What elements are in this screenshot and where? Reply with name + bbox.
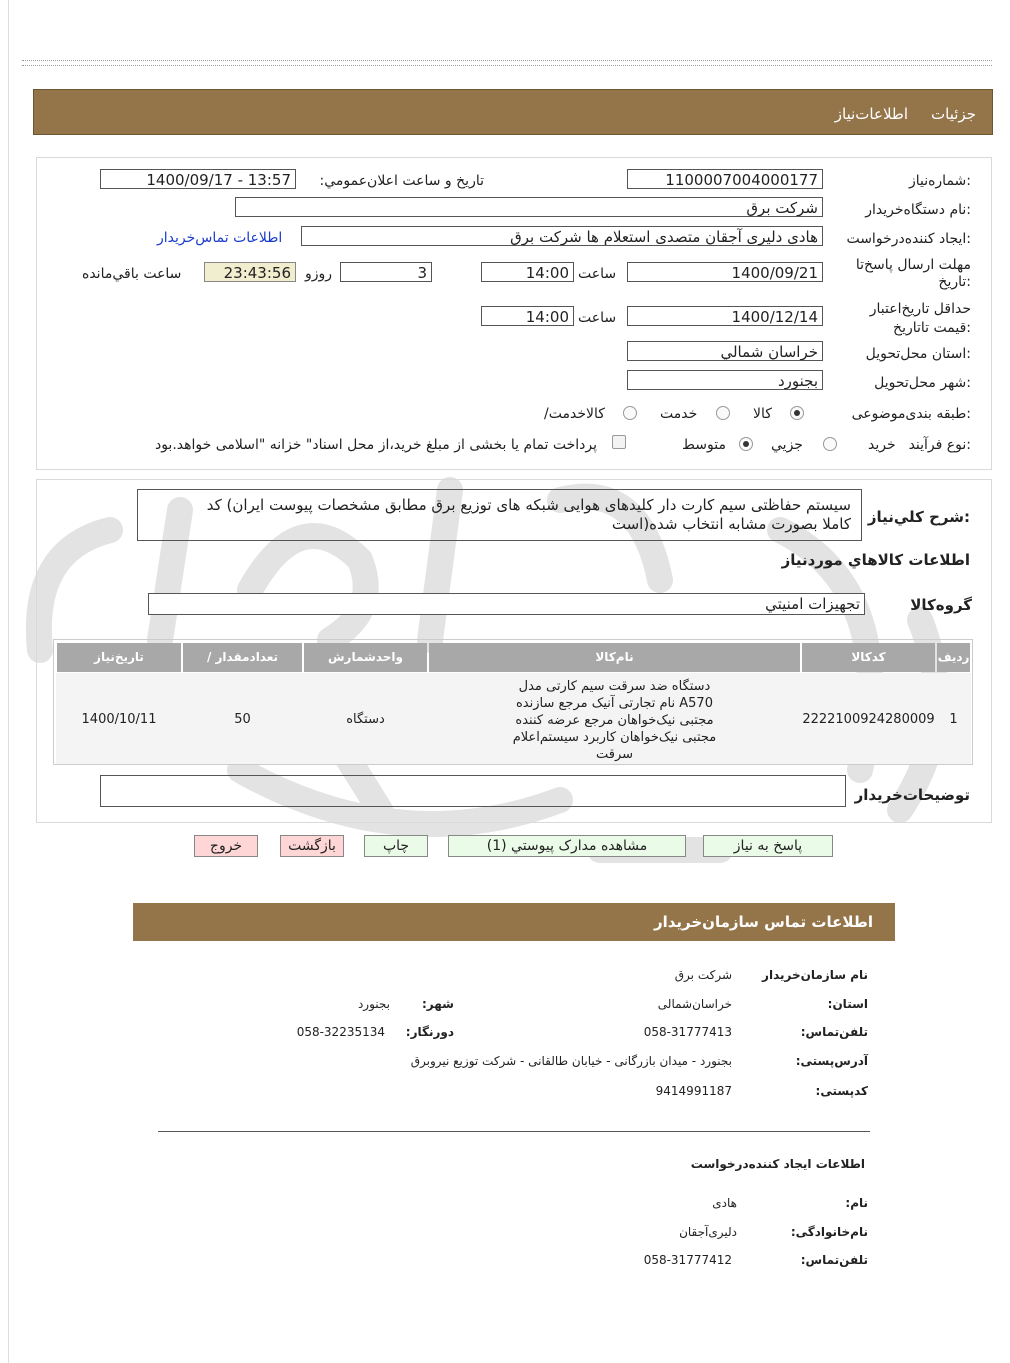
creator-field: هادی دلیری آجقان متصدی استعلام ها شرکت برق [301,226,823,246]
col-name: نام‌کالا [429,643,800,672]
validity-date-field: 1400/12/14 [627,306,823,326]
deadline-time-field: 14:00 [481,262,574,282]
buyer-org-field: شرکت برق [235,197,823,217]
col-qty: / تعدادمقدار [183,643,302,672]
city-label: شهر محل‌تحويل: [874,375,971,391]
contact-province-label: استان: [827,997,868,1011]
description-line-2: کاملا بصورت مشابه انتخاب شده(است [611,515,851,533]
contact-province-value: خراسان‌شمالی [657,997,732,1011]
cell-name-line: مجتبی نیک‌خواهان مرجع عرضه کننده [515,713,714,728]
creator-name-label: نام: [845,1196,868,1210]
buyer-notes-label: توضيحات‌خريدار [854,786,970,804]
validity-time-label: ساعت [578,310,617,326]
page-header-bar [33,89,993,135]
description-label: شرح کلي‌نياز: [867,508,970,526]
buyer-org-label: نام دستگاه‌خريدار: [865,202,971,218]
top-dotted-divider [22,60,992,66]
remaining-time-field: 23:43:56 [204,262,296,282]
creator-info-title: اطلاعات ایجاد کننده‌درخواست [690,1157,865,1171]
days-field: 3 [340,262,432,282]
header-title: اطلاعات‌نياز [834,105,908,123]
treasury-payment-checkbox[interactable] [612,435,626,449]
header-details-link[interactable]: جزئیات [931,105,976,123]
province-label: استان محل‌تحويل: [865,346,971,362]
category-both-radio[interactable] [623,406,637,420]
contact-city-value: بجنورد [357,997,390,1011]
deadline-time-label: ساعت [578,266,617,282]
deadline-date-field: 1400/09/21 [627,262,823,282]
cell-row: 1 [949,712,958,727]
contact-org-label: نام سازمان‌خريدار [762,968,868,982]
process-medium-radio[interactable] [739,437,753,451]
buyer-notes-field [100,775,846,807]
creator-label: ايجاد کننده‌درخواست: [846,231,971,247]
creator-family-value: دلیری‌آجقان [679,1225,737,1239]
creator-family-label: نام‌خانوادگی: [790,1225,868,1239]
validity-label-1: حداقل تاريخ‌اعتبار [869,301,971,317]
days-label: روز‌و [305,266,333,282]
validity-time-field: 14:00 [481,306,574,326]
contact-section-title: اطلاعات تماس سازمان‌خريدار [653,913,873,931]
print-button[interactable]: چاپ [364,835,428,857]
process-buy-label: خريد [868,437,896,453]
col-date: تاريخ‌نياز [57,643,181,672]
contact-fax-value: 058-32235134 [296,1025,385,1039]
remaining-label: ساعت باقي‌مانده [82,266,182,282]
category-service-label: خدمت [660,406,698,422]
treasury-payment-note: پرداخت تمام يا بخشی از مبلغ خريد،از محل اسناد" خزانه "اسلامی خواهد.بود [154,437,597,453]
cell-unit: دستگاه [346,712,385,727]
category-both-label: /کالاخدمت [544,406,605,422]
cell-name-line: سرقت [595,747,634,762]
process-partial-label: جزيي [771,437,803,453]
contact-phone-value: 058-31777413 [643,1025,732,1039]
creator-phone-label: تلفن‌تماس: [800,1253,868,1267]
col-unit: واحدشمارش [304,643,427,672]
cell-date: 1400/10/11 [81,712,157,727]
contact-city-label: شهر: [422,997,454,1011]
city-field: بجنورد [627,370,823,390]
creator-phone-value: 058-31777412 [643,1253,732,1267]
contact-address-value: بجنورد - میدان بازرگانی - خیابان طالقانی - شرکت توزیع نیرو‌برق [410,1054,732,1068]
col-code: کدکالا [802,643,935,672]
cell-name [429,678,800,763]
announce-field: 1400/09/17 - 13:57 [100,169,296,189]
goods-group-field: تجهيزات امنيتي [148,593,865,615]
category-goods-radio[interactable] [790,406,804,420]
need-number-field: 1100007004000177 [627,169,823,189]
category-label: طبقه بندی‌موضوعی: [851,406,971,422]
goods-group-label: گروه‌کالا [910,596,972,614]
province-field: خراسان شمالي [627,341,823,361]
contact-address-label: آدرس‌پستی: [795,1054,868,1068]
contact-postal-value: 9414991187 [655,1084,732,1098]
left-border-line [8,0,9,1363]
announce-label: تاريخ و ساعت اعلان‌عمومي: [319,173,484,189]
need-number-label: شماره‌نياز: [908,173,971,189]
category-goods-label: کالا [753,406,772,422]
contact-fax-label: دورنگار: [405,1025,454,1039]
goods-section-title: اطلاعات کالاهاي موردنياز [781,551,970,569]
col-row: رديف [937,643,970,672]
contact-postal-label: کد‌پستی: [815,1084,868,1098]
contact-divider [158,1131,870,1132]
deadline-label-2: تاريخ: [938,274,971,290]
creator-name-value: هادی [712,1196,737,1210]
contact-phone-label: تلفن‌تماس: [800,1025,868,1039]
cell-name-line: A570 نام تجارتی آنیک مرجع سازنده [516,696,713,711]
deadline-label-1: مهلت ارسال پاسخ‌تا [855,257,971,273]
contact-org-value: شرکت برق [674,968,732,982]
category-service-radio[interactable] [716,406,730,420]
process-medium-label: متوسط [682,437,726,453]
process-partial-radio[interactable] [823,437,837,451]
cell-code: 2222100924280009 [802,712,935,727]
cell-name-line: مجتبی نیک‌خواهان کاربرد سیستم‌اعلام [512,730,717,745]
process-label: نوع فرآيند: [908,437,971,453]
description-line-1: سیستم حفاظتی سیم کارت دار کلیدهای هوایی شبکه های توزیع برق مطابق مشخصات پیوست ایران) کد [206,496,851,514]
contact-section-header [133,903,895,941]
exit-button[interactable]: خروج [194,835,258,857]
view-docs-button[interactable]: مشاهده مدارک پيوستي (1) [448,835,686,857]
description-box [137,489,862,541]
validity-label-2: قيمت تا‌تاريخ: [893,320,971,336]
reply-button[interactable]: پاسخ به نياز [703,835,833,857]
cell-qty: 50 [234,712,251,727]
buyer-contact-link[interactable]: اطلاعات تماس‌خريدار [157,230,283,246]
back-button[interactable]: بازگشت [280,835,344,857]
cell-name-line: دستگاه ضد سرقت سیم کارتی مدل [518,679,711,694]
